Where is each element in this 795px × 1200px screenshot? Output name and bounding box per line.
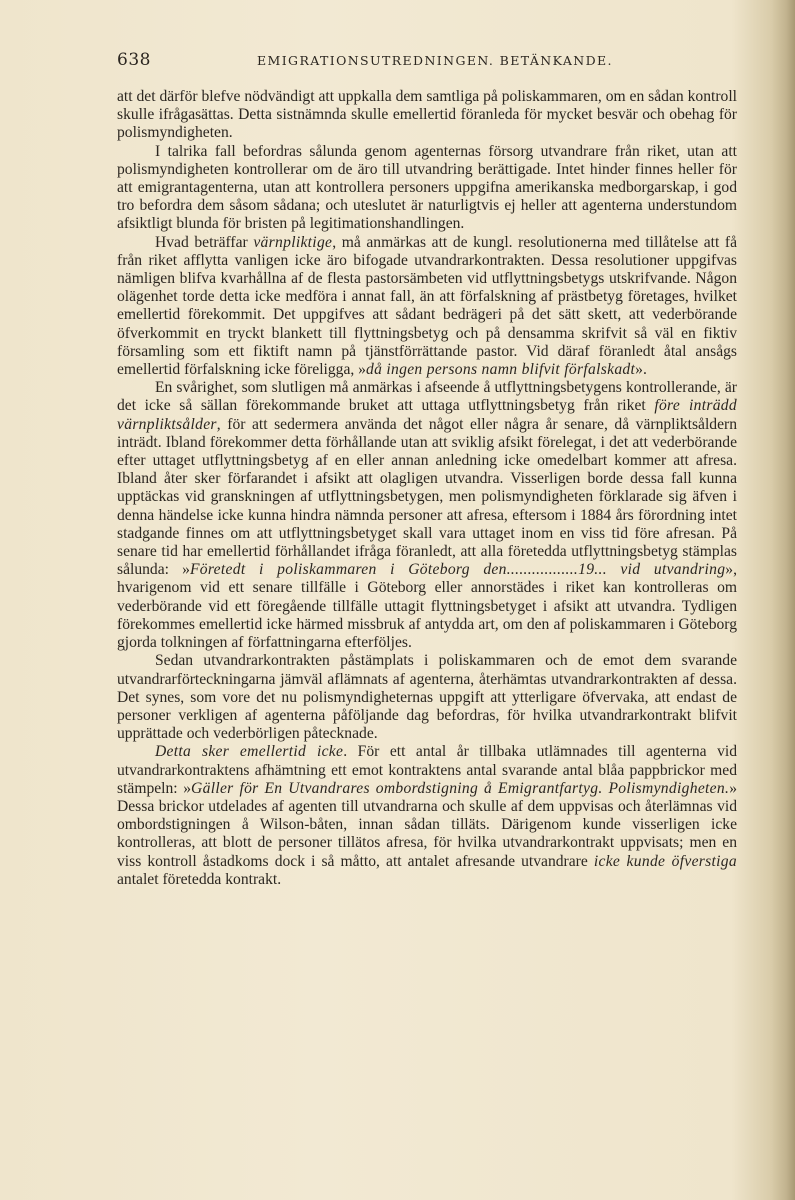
italic-segment: Företedt i poliskammaren i Göteborg den.................19... vid utvandring (189, 561, 726, 579)
text-segment: , må anmärkas att de kungl. resolutionerna med tillåtelse att få från riket afflytta vanligen icke äro bifogade utvandrarkontrakten. Dessa resolutioner uppgifvas nämligen blifva kvarhållna af de flesta pastorsämbeten vid utflyttningsbetygs utskrifvande. Någon olägenhet torde detta icke medföra i annat fall, än att förfalskning af prästbetyg företages, hvilket emellertid förekommit. Det uppgifves att sådant bedrägeri på det sätt skett, att vederbörande öfverkommit en tryckt blankett till flyttningsbetyg och på densamma skrifvit så väl en fiktiv församling som ett fiktift namn på tjänstförrättande pastor. Vid däraf föranledt åtal ansågs emellertid förfalskning icke föreligga, » (117, 233, 737, 379)
italic-segment: Gäller för En Utvandrares ombordstigning å Emigrantfartyg. Polismyndigheten. (191, 779, 730, 797)
italic-segment: värnpliktige (253, 233, 333, 251)
text-segment: En svårighet, som slutligen må anmärkas i afseende å utflyttningsbetygens kontrollerande, är det icke så sällan förekommande bruket att uttaga utflyttningsbetyg från riket (117, 379, 737, 415)
paragraph-3 (117, 234, 737, 380)
paragraph-2 (117, 143, 737, 234)
italic-segment: icke kunde öfverstiga (593, 852, 737, 870)
page-edge (773, 0, 795, 1200)
text-segment: » Dessa brickor utdelades af agenten till utvandrarna och skulle af dem uppvisas och återlämnas vid ombordstigningen å Wilson-båten, innan sådan tilläts. Därigenom kunde visserligen icke kontrolleras, att blott de personer tillätos afresa, för hvilka utvandrarkontrakt uppvisats; men en viss kontroll åstadkoms dock i så måtto, att antalet afresande utvandrare (117, 779, 737, 870)
paragraph-4 (117, 379, 737, 652)
italic-segment: då ingen persons namn blifvit förfalskadt (365, 361, 636, 379)
running-head: EMIGRATIONSUTREDNINGEN. BETÄNKANDE. (257, 53, 613, 68)
italic-segment: före inträdd värnpliktsålder (117, 397, 737, 433)
text-segment: Hvad beträffar (155, 233, 254, 251)
text-segment: I talrika fall befordras sålunda genom agenternas försorg utvandrare från riket, utan att polismyndigheten kontrollerar om de äro till utvandring berättigade. Intet hinder finnes heller för att emigrantagenterna, utan att kontrollera personers uppgifna amerikanska medborgarskap, i god tro befordra dem såsom sådana; och uteslutet är naturligtvis ej heller att agenterna understundom afsiktligt blunda för bristen på legitimationshandlingen. (117, 142, 737, 233)
text-segment: , för att sedermera använda det något eller några år senare, då värnpliktsåldern inträdt. Ibland förekommer detta förhållande utan att sviklig afsikt förelegat, i det att vederbörande efter uttaget utflyttningsbetyg af en eller annan anledning icke omedelbart kommer att afresa. Ibland åter sker förfarandet i afsikt att olagligen utvandra. Visserligen borde dessa fall kunna upptäckas vid granskningen af utflyttningsbetygen, men polismyndigheten förklarade sig äfven i denna händelse icke kunna hindra nämnda personer att afresa, eftersom i 1884 års förordning intet stadgande finnes om att utflyttningsbetyget skall vara uttaget inom en viss tid före afresan. På senare tid har emellertid förhållandet ifråga föranledt, att alla företedda utflyttningsbetyg stämplas sålunda: » (117, 415, 737, 579)
page-number: 638 (117, 50, 151, 70)
body-text (117, 88, 737, 889)
text-segment: », hvarigenom vid ett senare tillfälle i Göteborg eller annorstädes i riket kan kontrolleras om vederbörande vid ett föregående tillfälle uttagit flyttningsbetyget i afsikt att utvandra. Tydligen förekommes emellertid icke härmed missbruk af antydda art, om den af poliskammaren i Göteborg gjorda tolkningen af författningarna efterföljes. (117, 561, 737, 652)
italic-segment: Detta sker emellertid icke (155, 743, 344, 761)
text-segment: . För ett antal år tillbaka utlämnades till agenterna vid utvandrarkontraktens afhämtning ett emot kontraktens antal svarande antal blåa pappbrickor med stämpeln: » (117, 743, 738, 797)
paragraph-5 (117, 652, 737, 743)
paragraph-6 (117, 743, 737, 889)
page-header (117, 50, 737, 72)
paragraph-1 (117, 88, 737, 143)
text-segment: ». (635, 361, 647, 379)
text-segment: antalet företedda kontrakt. (117, 870, 282, 888)
text-segment: att det därför blefve nödvändigt att uppkalla dem samtliga på poliskammaren, om en sådan kontroll skulle ifrågasättas. Detta sistnämnda skulle emellertid föranleda för mycket besvär och obehag för polismyndigheten. (117, 88, 737, 142)
text-segment: Sedan utvandrarkontrakten påstämplats i poliskammaren och de emot dem svarande utvandrarförteckningarna jämväl aflämnats af agenterna, återhämtas utvandrarkontrakten af dessa. Det synes, som vore det nu polismyndigheternas uppgift att ytterligare öfvervaka, att endast de personer verkligen af agenterna påföljande dag befordras, för hvilka utvandrarkontrakt blifvit upprättade och vederbörligen påtecknade. (117, 652, 737, 743)
